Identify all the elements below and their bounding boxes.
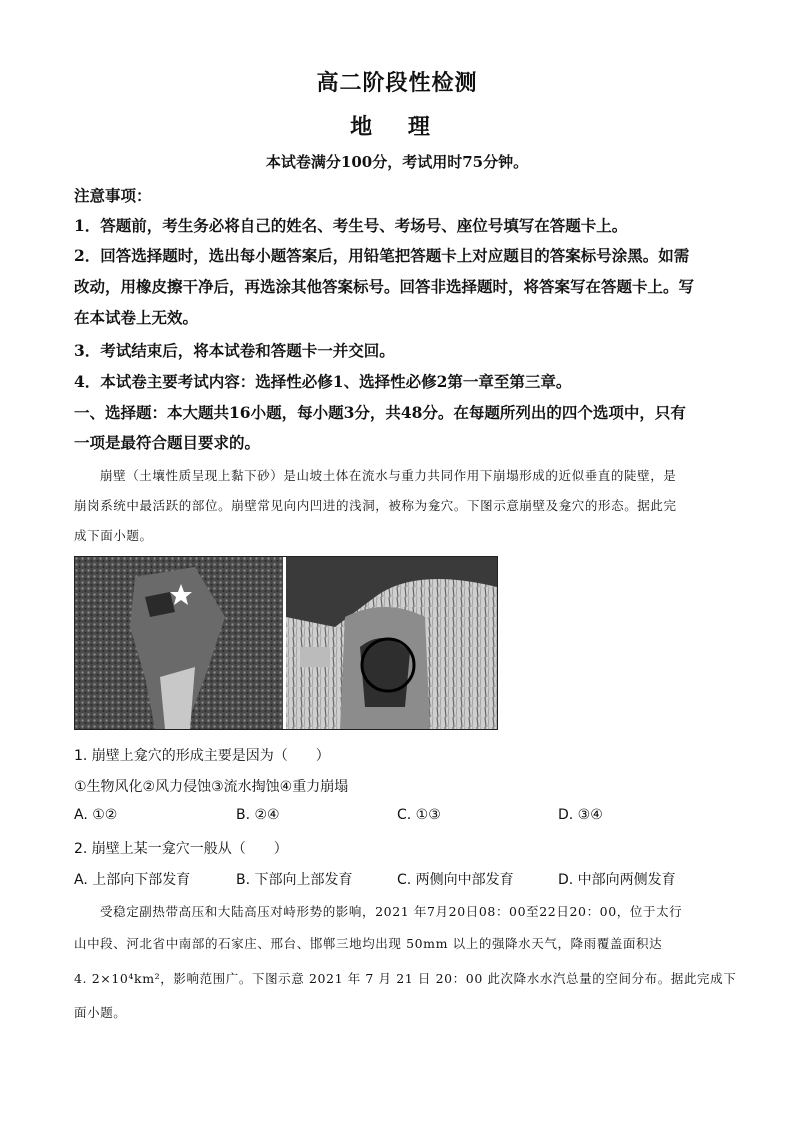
note-line: 1．答题前，考生务必将自己的姓名、考生号、考场号、座位号填写在答题卡上。: [74, 216, 628, 235]
question-1-items: ①生物风化②风力侵蚀③流水掏蚀④重力崩塌: [74, 779, 349, 795]
q2-option-d[interactable]: D. 中部向两侧发育: [558, 872, 676, 888]
passage-line: 4. 2×10⁴km²，影响范围广。下图示意 2021 年 7 月 21 日 20：00 此次降水水汽总量的空间分布。据此完成下: [74, 971, 737, 986]
collapse-wall-photo: [74, 556, 498, 730]
exam-title: 高二阶段性检测: [316, 70, 478, 96]
passage-line: 崩壁（土壤性质呈现上黏下砂）是山坡土体在流水与重力共同作用下崩塌形成的近似垂直的陡壁，是: [100, 468, 677, 483]
question-2-stem: 2. 崩壁上某一龛穴一般从（ ）: [74, 841, 288, 857]
passage-line: 成下面小题。: [74, 528, 153, 543]
passage-line: 面小题。: [74, 1005, 127, 1020]
passage-line: 受稳定副热带高压和大陆高压对峙形势的影响，2021 年7月20日08：00至22日20：00，位于太行: [100, 904, 683, 919]
note-line: 2．回答选择题时，选出每小题答案后，用铅笔把答题卡上对应题目的答案标号涂黑。如需: [74, 246, 690, 265]
photo-drawing: [75, 557, 497, 729]
section-heading: 一项是最符合题目要求的。: [74, 433, 261, 452]
exam-subject: 地 理: [350, 114, 444, 140]
question-1-stem: 1. 崩壁上龛穴的形成主要是因为（ ）: [74, 748, 330, 764]
exam-meta: 本试卷满分100分，考试用时75分钟。: [265, 153, 529, 171]
note-line: 3．考试结束后，将本试卷和答题卡一并交回。: [74, 341, 395, 360]
q1-option-b[interactable]: B. ②④: [236, 807, 280, 823]
note-line: 4．本试卷主要考试内容：选择性必修1、选择性必修2第一章至第三章。: [74, 372, 572, 391]
q2-option-c[interactable]: C. 两侧向中部发育: [397, 872, 514, 888]
passage-line: 崩岗系统中最活跃的部位。崩壁常见向内凹进的浅洞，被称为龛穴。下图示意崩壁及龛穴的形态。据此完: [74, 498, 677, 513]
passage-line: 山中段、河北省中南部的石家庄、邢台、邯郸三地均出现 50mm 以上的强降水天气，降雨覆盖面积达: [74, 936, 663, 951]
note-line: 改动，用橡皮擦干净后，再选涂其他答案标号。回答非选择题时，将答案写在答题卡上。写: [74, 277, 695, 296]
q1-option-c[interactable]: C. ①③: [397, 807, 441, 823]
q2-option-b[interactable]: B. 下部向上部发育: [236, 872, 353, 888]
q1-option-d[interactable]: D. ③④: [558, 807, 603, 823]
q2-option-a[interactable]: A. 上部向下部发育: [74, 872, 191, 888]
notes-heading: 注意事项：: [74, 186, 152, 205]
q1-option-a[interactable]: A. ①②: [74, 807, 118, 823]
note-line: 在本试卷上无效。: [74, 308, 199, 327]
section-heading: 一、选择题：本大题共16小题，每小题3分，共48分。在每题所列出的四个选项中，只有: [74, 403, 686, 422]
